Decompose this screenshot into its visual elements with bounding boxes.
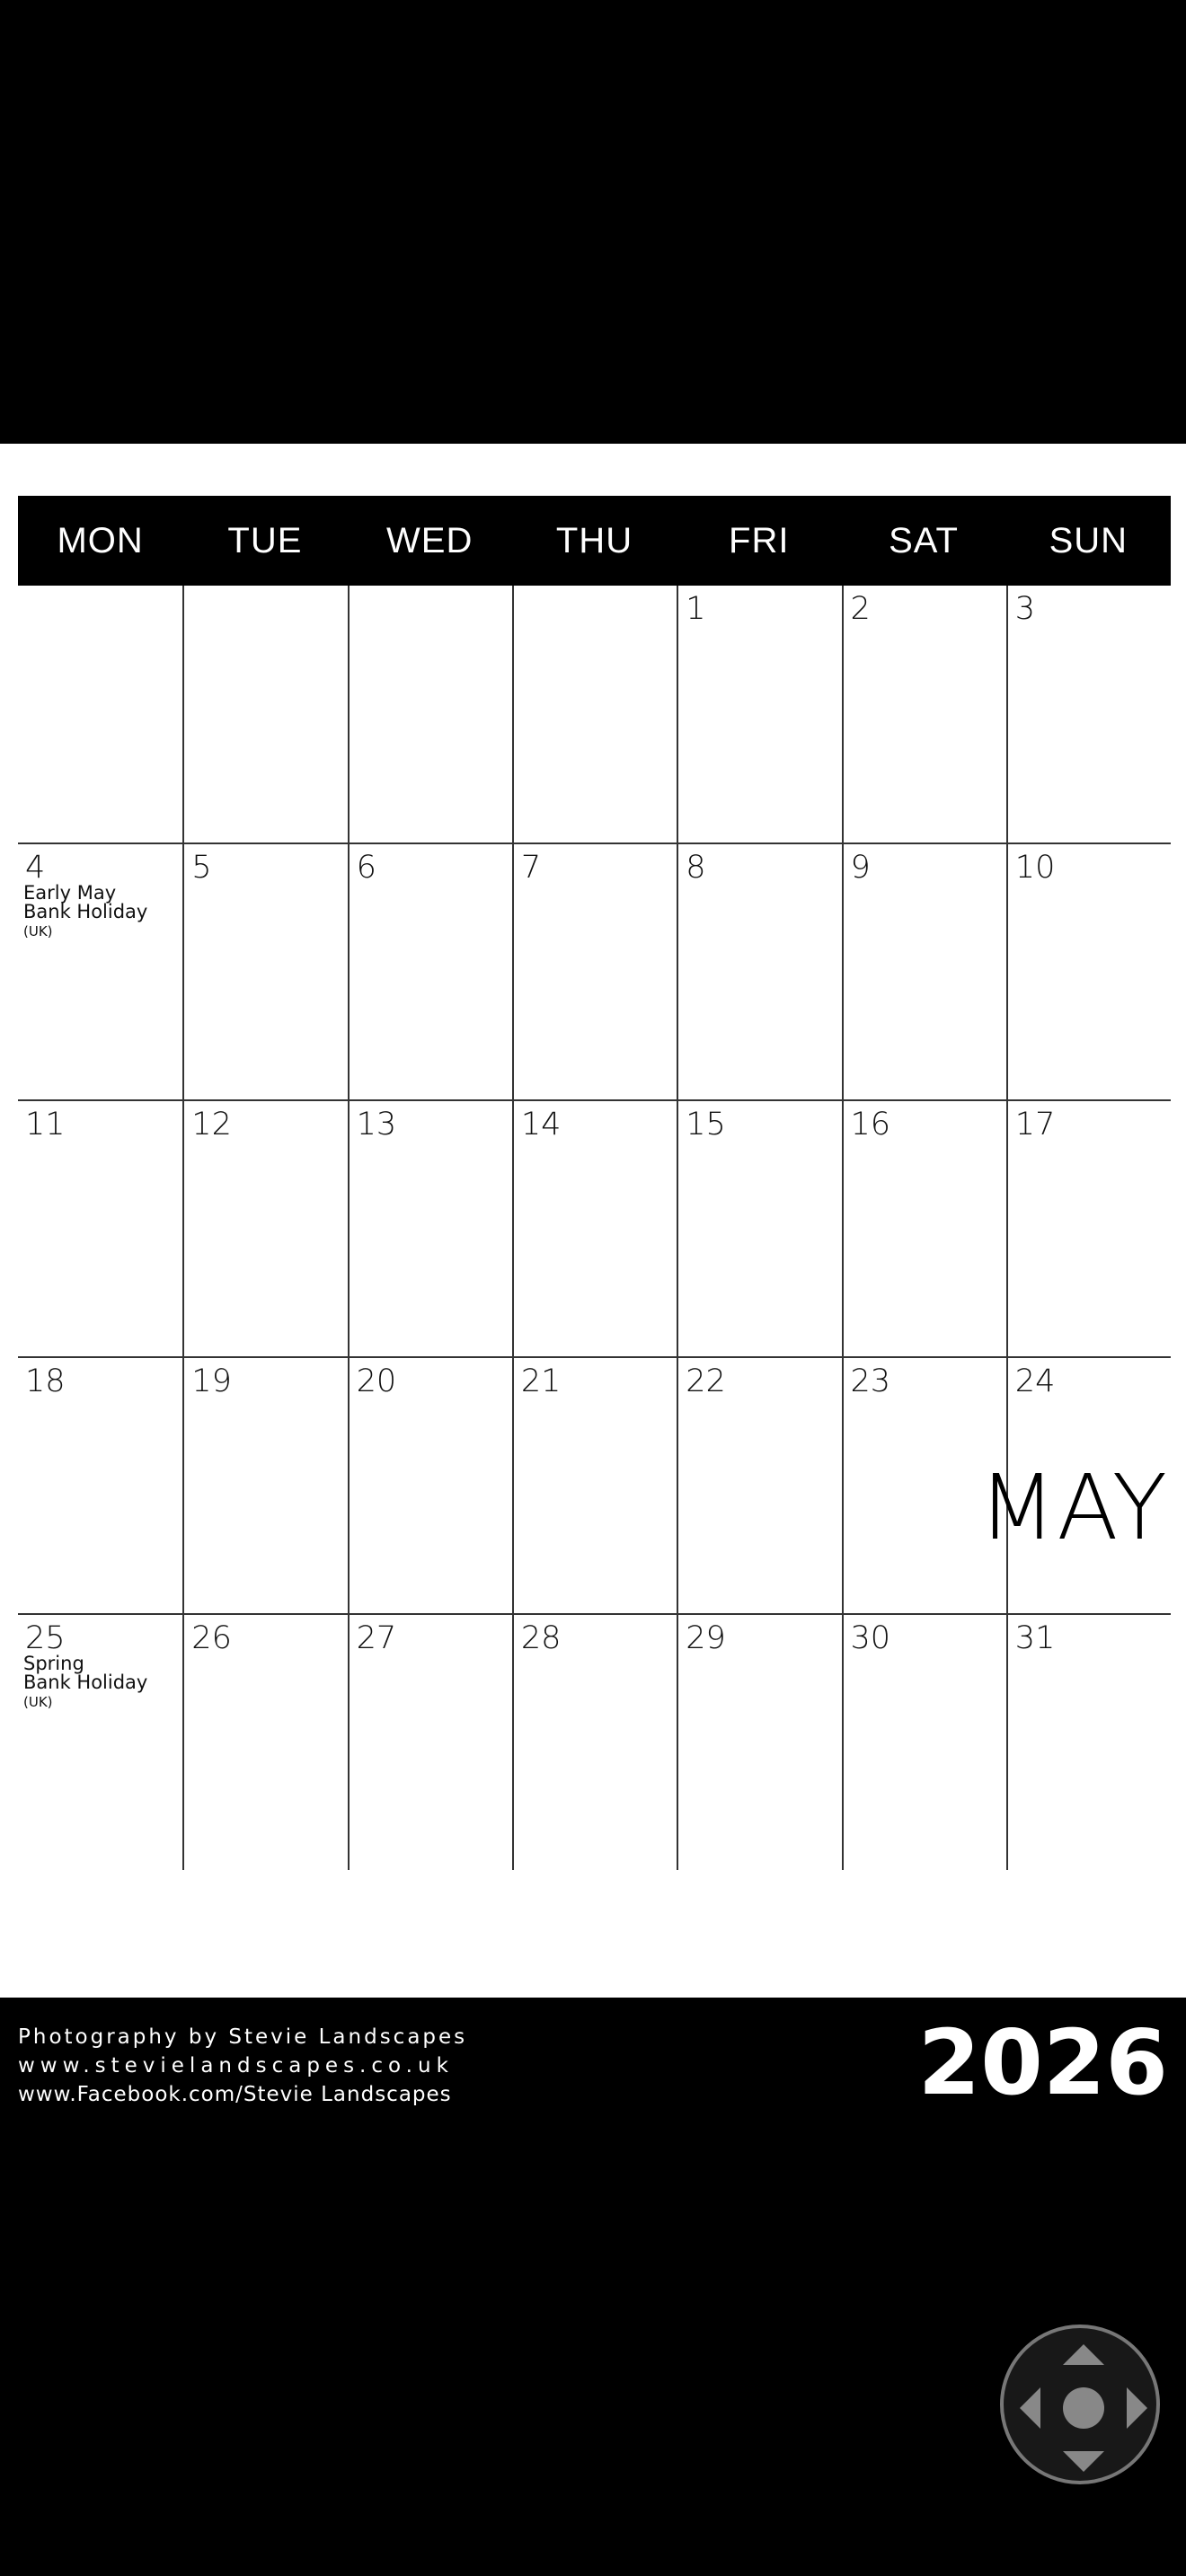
day-cell bbox=[348, 1101, 512, 1356]
day-cell bbox=[348, 1358, 512, 1613]
day-number: 11 bbox=[25, 1107, 66, 1142]
day-number: 24 bbox=[1014, 1363, 1056, 1399]
day-cell-empty bbox=[182, 586, 347, 842]
day-number: 30 bbox=[850, 1620, 891, 1656]
holiday-line: Spring bbox=[23, 1653, 84, 1674]
day-number: 28 bbox=[520, 1620, 562, 1656]
day-number: 16 bbox=[850, 1107, 891, 1142]
dpad-joystick-icon[interactable] bbox=[1000, 2325, 1160, 2484]
day-number: 23 bbox=[850, 1363, 891, 1399]
day-number: 20 bbox=[356, 1363, 397, 1399]
day-cell bbox=[1006, 586, 1171, 842]
day-number: 12 bbox=[191, 1107, 232, 1142]
day-number: 25 bbox=[25, 1620, 66, 1656]
day-number: 2 bbox=[850, 591, 871, 627]
day-number: 26 bbox=[191, 1620, 232, 1656]
day-number: 1 bbox=[686, 591, 706, 627]
day-cell bbox=[842, 1101, 1006, 1356]
day-cell bbox=[18, 1358, 182, 1613]
day-cell bbox=[842, 1615, 1006, 1870]
dpad-right-icon[interactable] bbox=[1127, 2387, 1147, 2429]
photo-area-black bbox=[0, 0, 1186, 444]
weekday-fri: FRI bbox=[729, 520, 790, 560]
day-cell bbox=[182, 1615, 347, 1870]
year-title: 2026 bbox=[917, 2010, 1168, 2115]
day-number: 6 bbox=[356, 850, 376, 886]
day-cell bbox=[677, 1615, 841, 1870]
day-cell bbox=[512, 1101, 677, 1356]
dpad-center-button[interactable] bbox=[1063, 2387, 1104, 2429]
holiday-line: Early May bbox=[23, 882, 117, 904]
holiday-line: Bank Holiday bbox=[23, 901, 148, 922]
calendar-page bbox=[0, 444, 1186, 1998]
day-cell bbox=[182, 1101, 347, 1356]
week-row bbox=[18, 586, 1171, 842]
weekday-sat: SAT bbox=[889, 520, 959, 560]
day-number: 17 bbox=[1014, 1107, 1056, 1142]
holiday-region-tag: (UK) bbox=[23, 1694, 53, 1710]
dpad-left-icon[interactable] bbox=[1020, 2387, 1040, 2429]
day-cell-empty bbox=[348, 586, 512, 842]
day-number: 7 bbox=[520, 850, 542, 886]
day-number: 18 bbox=[25, 1363, 66, 1399]
day-cell bbox=[677, 844, 841, 1099]
day-cell bbox=[677, 586, 841, 842]
day-cell bbox=[512, 1358, 677, 1613]
calendar-grid bbox=[18, 586, 1171, 1870]
day-number: 31 bbox=[1014, 1620, 1056, 1656]
day-number: 14 bbox=[520, 1107, 562, 1142]
weekday-thu: THU bbox=[555, 520, 633, 560]
day-cell bbox=[1006, 1101, 1171, 1356]
day-cell bbox=[677, 1358, 841, 1613]
weekday-mon: MON bbox=[57, 520, 144, 560]
day-number: 27 bbox=[356, 1620, 397, 1656]
month-title: MAY bbox=[978, 1455, 1168, 1560]
day-cell bbox=[18, 1615, 182, 1870]
day-cell bbox=[842, 844, 1006, 1099]
weekday-header bbox=[18, 496, 1171, 586]
credit-website: www.stevielandscapes.co.uk bbox=[18, 2054, 454, 2078]
day-number: 13 bbox=[356, 1107, 397, 1142]
credit-facebook: www.Facebook.com/Stevie Landscapes bbox=[18, 2083, 452, 2106]
day-cell bbox=[182, 844, 347, 1099]
dpad-down-icon[interactable] bbox=[1063, 2451, 1104, 2472]
dpad-up-icon[interactable] bbox=[1063, 2344, 1104, 2365]
day-cell bbox=[1006, 1615, 1171, 1870]
weekday-tue: TUE bbox=[227, 520, 303, 560]
holiday-region-tag: (UK) bbox=[23, 923, 53, 940]
day-number: 22 bbox=[686, 1363, 726, 1399]
day-cell bbox=[842, 586, 1006, 842]
week-row bbox=[18, 1613, 1171, 1870]
day-cell bbox=[348, 1615, 512, 1870]
day-cell bbox=[18, 1101, 182, 1356]
holiday-label-early-may bbox=[23, 884, 147, 941]
day-cell bbox=[512, 1615, 677, 1870]
day-number: 21 bbox=[520, 1363, 562, 1399]
day-number: 10 bbox=[1014, 850, 1056, 886]
holiday-label-spring bbox=[23, 1654, 147, 1712]
day-cell bbox=[348, 844, 512, 1099]
day-cell bbox=[182, 1358, 347, 1613]
day-cell-empty bbox=[18, 586, 182, 842]
day-number: 9 bbox=[850, 850, 871, 886]
weekday-sun: SUN bbox=[1049, 520, 1128, 560]
day-cell bbox=[512, 844, 677, 1099]
weekday-wed: WED bbox=[386, 520, 474, 560]
day-cell-empty bbox=[512, 586, 677, 842]
day-number: 5 bbox=[191, 850, 212, 886]
day-cell bbox=[677, 1101, 841, 1356]
day-number: 29 bbox=[686, 1620, 726, 1656]
credit-line: Photography by Stevie Landscapes bbox=[18, 2025, 468, 2049]
day-cell bbox=[1006, 844, 1171, 1099]
day-number: 15 bbox=[686, 1107, 726, 1142]
day-number: 4 bbox=[25, 850, 46, 886]
holiday-line: Bank Holiday bbox=[23, 1672, 148, 1693]
day-number: 8 bbox=[686, 850, 706, 886]
day-number: 19 bbox=[191, 1363, 232, 1399]
day-number: 3 bbox=[1014, 591, 1036, 627]
day-cell bbox=[18, 844, 182, 1099]
week-row bbox=[18, 1099, 1171, 1356]
week-row bbox=[18, 842, 1171, 1099]
photo-credits bbox=[18, 2023, 467, 2109]
